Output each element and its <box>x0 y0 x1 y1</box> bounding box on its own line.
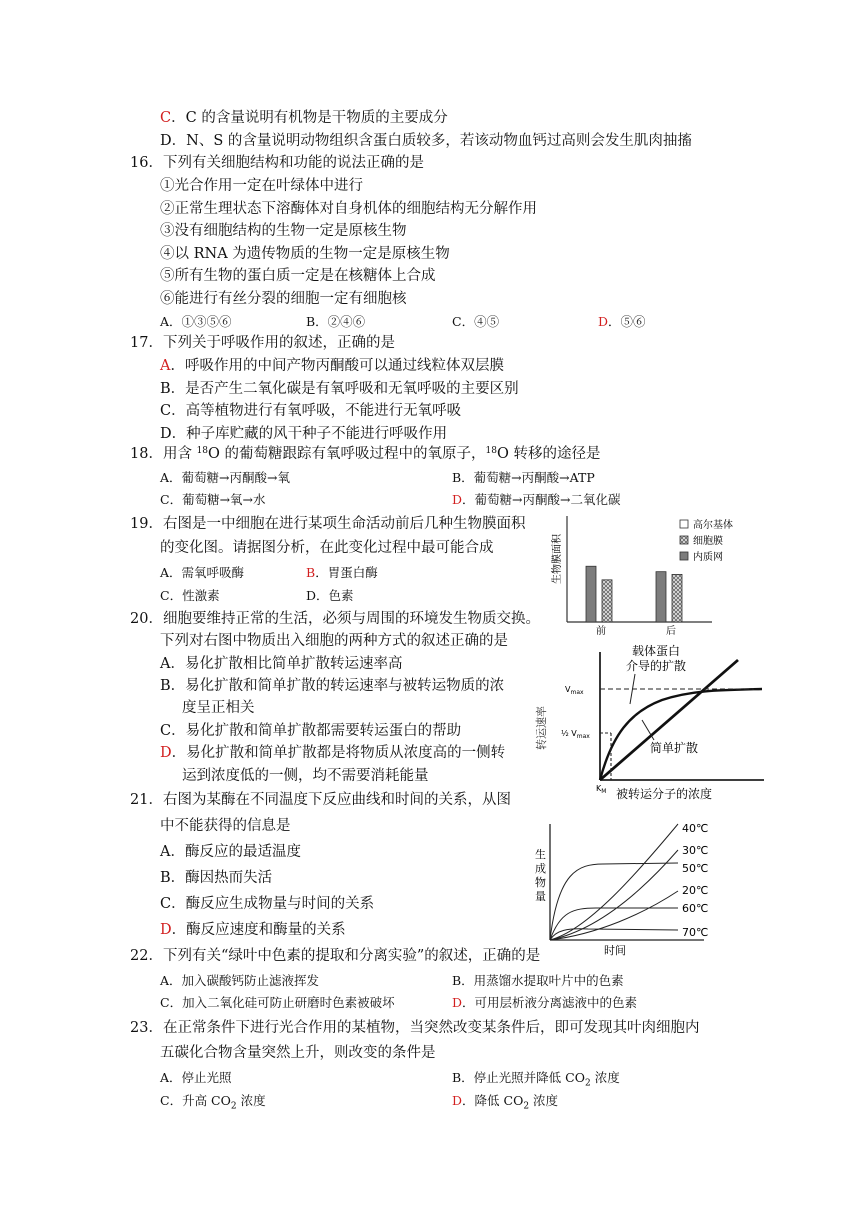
transport-rate-curve <box>532 640 772 806</box>
q23-stem-line2: 五碳化合物含量突然上升，则改变的条件是 <box>160 1045 436 1061</box>
q22-option-a: A．加入碳酸钙防止滤液挥发 <box>160 973 320 988</box>
fig19-x-label-after: 后 <box>666 626 676 637</box>
label-30c: 30℃ <box>682 844 709 857</box>
q17-option-c: C．高等植物进行有氧呼吸，不能进行无氧呼吸 <box>160 403 462 419</box>
q19-stem-line1: 19．右图是一中细胞在进行某项生命活动前后几种生物膜面积 <box>130 516 526 532</box>
legend-swatch-golgi <box>680 520 688 528</box>
q16-item-3: ③没有细胞结构的生物一定是原核生物 <box>160 223 407 239</box>
q18-stem: 18．用含 $^{18}$O 的葡萄糖跟踪有氧呼吸过程中的氧原子，$^{18}$O 转移的途径是 <box>130 446 601 462</box>
q23-option-a: A．停止光照 <box>160 1070 232 1085</box>
fig21-y-label-4: 量 <box>535 890 546 903</box>
q16-item-2: ②正常生理状态下溶酶体对自身机体的细胞结构无分解作用 <box>160 201 537 217</box>
q23-option-b: B．停止光照并降低 $CO_2$ 浓度 <box>452 1070 620 1089</box>
q20-option-d-line1: D．易化扩散和简单扩散都是将物质从浓度高的一侧转 <box>160 745 506 761</box>
q16-option-d: D．⑤⑥ <box>598 314 646 329</box>
label-40c: 40℃ <box>682 822 709 835</box>
q16-stem: 16．下列有关细胞结构和功能的说法正确的是 <box>130 155 424 171</box>
q16-item-4: ④以 RNA 为遗传物质的生物一定是原核生物 <box>160 246 450 262</box>
label-70c: 70℃ <box>682 926 709 939</box>
label-50c: 50℃ <box>682 862 709 875</box>
q19-option-c: C．性激素 <box>160 588 220 603</box>
enzyme-temperature-curves <box>528 812 724 958</box>
q18-option-c: C．葡萄糖→氧→水 <box>160 492 266 507</box>
q18-option-d: D．葡萄糖→丙酮酸→二氧化碳 <box>452 492 621 507</box>
q16-item-6: ⑥能进行有丝分裂的细胞一定有细胞核 <box>160 291 407 307</box>
q21-option-c: C．酶反应生成物量与时间的关系 <box>160 896 375 912</box>
label-60c: 60℃ <box>682 902 709 915</box>
fig20-y-label: 转运速率 <box>535 706 548 750</box>
fig21-y-label-2: 成 <box>535 862 546 875</box>
fig20-simple-line <box>600 660 738 780</box>
legend-label-golgi: 高尔基体 <box>693 520 733 531</box>
q20-option-b-line2: 度呈正相关 <box>182 700 255 716</box>
q19-option-a: A．需氧呼吸酶 <box>160 565 245 580</box>
fig20-curve-label-1: 载体蛋白 <box>632 644 681 658</box>
curve-50c <box>550 863 678 940</box>
fig20-km-label: $K_M$ <box>596 784 607 795</box>
q22-option-d: D．可用层析液分离滤液中的色素 <box>452 995 638 1010</box>
q18-option-b: B．葡萄糖→丙酮酸→ATP <box>452 470 595 485</box>
legend-swatch-membrane <box>680 536 688 544</box>
fig19-x-label-before: 前 <box>596 626 606 637</box>
q15-option-c: C．C 的含量说明有机物是干物质的主要成分 <box>160 110 448 126</box>
q23-stem-line1: 23．在正常条件下进行光合作用的某植物，当突然改变某条件后，即可发现其叶肉细胞内 <box>130 1020 700 1036</box>
fig21-x-label: 时间 <box>604 944 626 957</box>
label-20c: 20℃ <box>682 884 709 897</box>
q19-option-b: B．胃蛋白酶 <box>306 565 378 580</box>
q21-stem-line2: 中不能获得的信息是 <box>160 818 291 834</box>
bar-membrane-after <box>672 574 682 622</box>
q20-option-b-line1: B．易化扩散和简单扩散的转运速率与被转运物质的浓 <box>160 678 505 694</box>
q20-option-d-line2: 运到浓度低的一侧，均不需要消耗能量 <box>182 768 429 784</box>
q20-stem-line2: 下列对右图中物质出入细胞的两种方式的叙述正确的是 <box>160 633 508 649</box>
q19-stem-line2: 的变化图。请据图分析，在此变化过程中最可能合成 <box>160 540 494 556</box>
legend-swatch-er <box>680 552 688 560</box>
q21-option-a: A．酶反应的最适温度 <box>160 844 301 860</box>
fig20-facilitated-curve <box>600 689 762 780</box>
legend-label-membrane: 细胞膜 <box>693 536 723 547</box>
legend-label-er: 内质网 <box>693 552 723 563</box>
q17-option-b: B．是否产生二氧化碳是有氧呼吸和无氧呼吸的主要区别 <box>160 381 519 397</box>
q20-option-c: C．易化扩散和简单扩散都需要转运蛋白的帮助 <box>160 723 462 739</box>
q21-option-d: D．酶反应速度和酶量的关系 <box>160 922 346 938</box>
q21-option-b: B．酶因热而失活 <box>160 870 273 886</box>
fig20-simple-label: 简单扩散 <box>650 741 699 755</box>
fig20-curve-label-2: 介导的扩散 <box>626 659 687 673</box>
membrane-area-bar-chart <box>552 512 770 637</box>
fig21-y-label-1: 生 <box>535 848 546 861</box>
q17-stem: 17．下列关于呼吸作用的叙述，正确的是 <box>130 335 395 351</box>
q16-option-c: C．④⑤ <box>452 314 500 329</box>
q21-stem-line1: 21．右图为某酶在不同温度下反应曲线和时间的关系，从图 <box>130 792 511 808</box>
q16-item-1: ①光合作用一定在叶绿体中进行 <box>160 178 363 194</box>
q20-option-a: A．易化扩散相比简单扩散转运速率高 <box>160 656 403 672</box>
q22-option-b: B．用蒸馏水提取叶片中的色素 <box>452 973 624 988</box>
q18-option-a: A．葡萄糖→丙酮酸→氧 <box>160 470 290 485</box>
q16-option-b: B．②④⑥ <box>306 314 366 329</box>
q22-stem: 22．下列有关“绿叶中色素的提取和分离实验”的叙述，正确的是 <box>130 948 541 964</box>
q17-option-d: D．种子库贮藏的风干种子不能进行呼吸作用 <box>160 426 448 442</box>
bar-er-before <box>586 566 596 622</box>
q19-option-d: D．色素 <box>306 588 354 603</box>
fig20-half-vmax-label: ½ $V_{max}$ <box>561 729 590 740</box>
fig20-x-label: 被转运分子的浓度 <box>616 787 713 801</box>
bar-membrane-before <box>602 580 612 622</box>
q20-stem-line1: 20．细胞要维持正常的生活，必须与周围的环境发生物质交换。 <box>130 611 540 627</box>
q23-option-c: C．升高 $CO_2$ 浓度 <box>160 1093 266 1112</box>
curve-40c <box>550 824 678 940</box>
fig20-vmax-label: $V_{max}$ <box>565 685 584 696</box>
fig19-y-label: 生物膜面积 <box>552 534 563 584</box>
bar-er-after <box>656 572 666 622</box>
q16-option-a: A．①③⑤⑥ <box>160 314 232 329</box>
curve-20c <box>550 891 678 940</box>
q15-option-d: D．N、S 的含量说明动物组织含蛋白质较多，若该动物血钙过高则会发生肌肉抽搐 <box>160 133 692 149</box>
fig21-y-label-3: 物 <box>535 876 546 889</box>
q23-option-d: D．降低 $CO_2$ 浓度 <box>452 1093 559 1112</box>
q22-option-c: C．加入二氧化硅可防止研磨时色素被破坏 <box>160 995 395 1010</box>
q16-item-5: ⑤所有生物的蛋白质一定是在核糖体上合成 <box>160 268 436 284</box>
q17-option-a: A．呼吸作用的中间产物丙酮酸可以通过线粒体双层膜 <box>160 358 504 374</box>
